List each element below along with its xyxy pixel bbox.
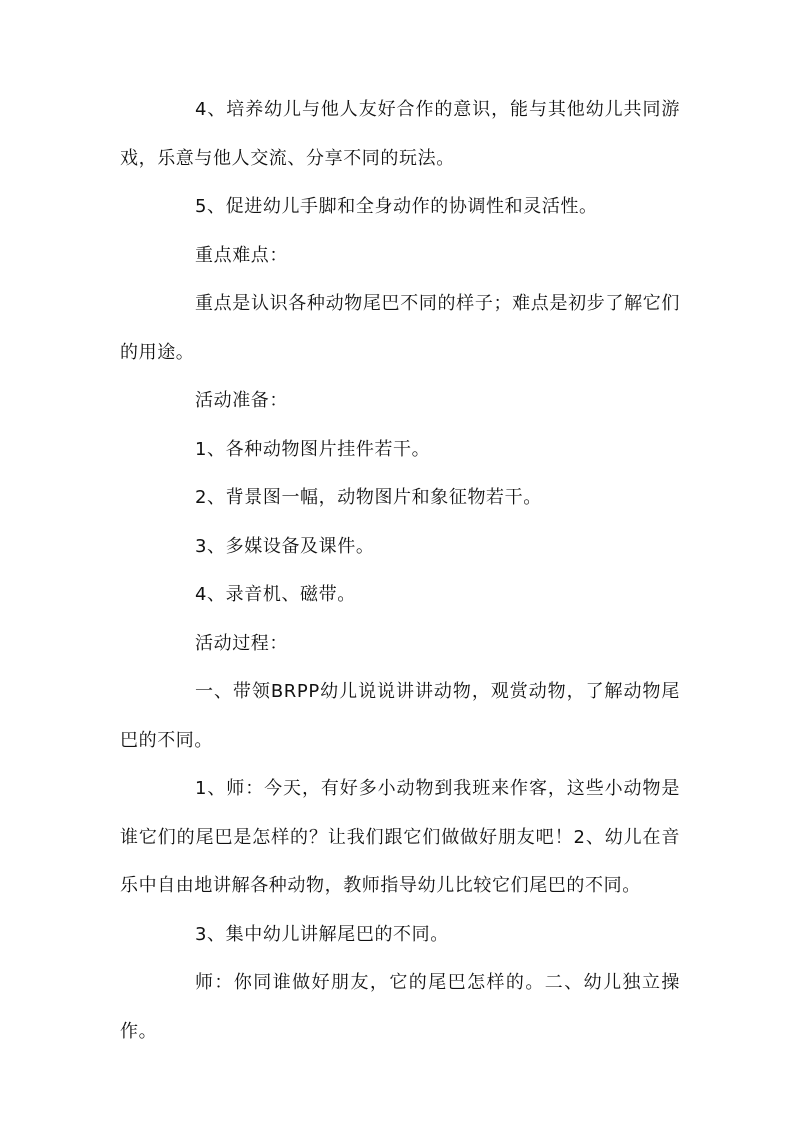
paragraph-goal-5: 5、促进幼儿手脚和全身动作的协调性和灵活性。 — [195, 196, 598, 217]
paragraph-process-teacher: 师：你同谁做好朋友，它的尾巴怎样的。二、幼儿独立操作。 — [120, 972, 680, 1042]
paragraph-process-step-1-2: 1、师：今天，有好多小动物到我班来作客，这些小动物是谁它们的尾巴是怎样的？让我们跟它们做做好朋友吧！2、幼儿在音乐中自由地讲解各种动物，教师指导幼儿比较它们尾巴的不同。 — [120, 778, 680, 896]
paragraph-prep-1: 1、各种动物图片挂件若干。 — [195, 438, 431, 460]
paragraph-process-part-1: 一、带领BRPP幼儿说说讲讲动物，观赏动物，了解动物尾巴的不同。 — [120, 681, 680, 751]
paragraph-prep-3: 3、多媒设备及课件。 — [195, 535, 375, 557]
heading-preparation: 活动准备： — [195, 390, 288, 411]
paragraph-prep-4: 4、录音机、磁带。 — [195, 584, 356, 605]
heading-key-points: 重点难点： — [195, 244, 288, 266]
paragraph-prep-2: 2、背景图一幅，动物图片和象征物若干。 — [195, 487, 542, 508]
paragraph-process-step-3: 3、集中幼儿讲解尾巴的不同。 — [195, 923, 449, 945]
paragraph-goal-4: 4、培养幼儿与他人友好合作的意识，能与其他幼儿共同游戏，乐意与他人交流、分享不同的玩法。 — [120, 99, 680, 169]
document-body — [120, 86, 680, 1056]
paragraph-key-points: 重点是认识各种动物尾巴不同的样子；难点是初步了解它们的用途。 — [120, 293, 680, 363]
heading-process: 活动过程： — [195, 632, 288, 654]
